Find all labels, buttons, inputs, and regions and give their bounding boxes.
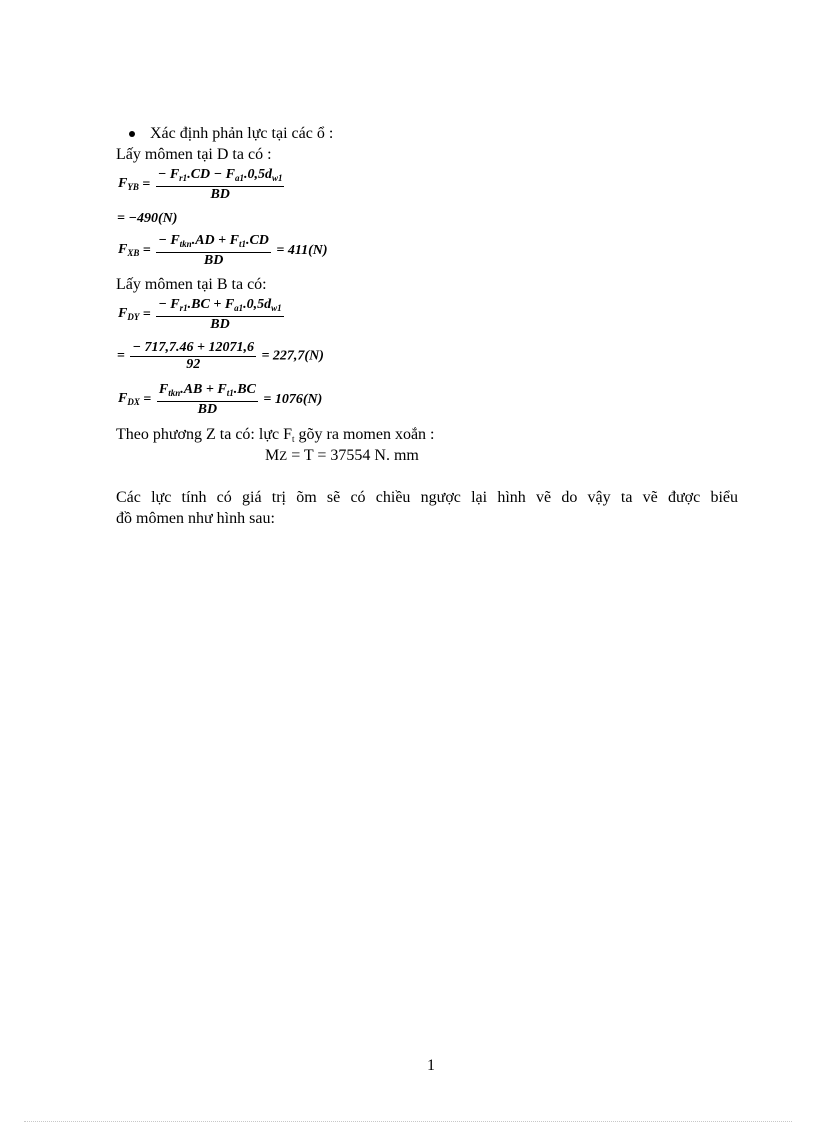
equation-fyb-result: = −490(N) <box>117 211 178 226</box>
equation-fdy: $F_{DY}$ = $\frac{- F_{r1}.BC + F_{a1}.0,5d_{w1}}{BD}$ <box>118 297 282 332</box>
page-bottom-divider <box>24 1121 792 1122</box>
equation-fyb: $F_{YB}$ = $\frac{- F_{r1}.CD - F_{a1}.0,5d_{w1}}{BD}$ <box>118 167 283 202</box>
paragraph-line-1: Các lực tính có giá trị õm sẽ có chiều ngược lại hình vẽ do vậy ta vẽ được biểu <box>116 489 738 506</box>
equation-fdx: $F_{DX}$ = $\frac{F_{tkn}.AB + F_{t1}.BC}{BD}$ = 1076(N) <box>118 382 323 417</box>
bullet-heading: Xác định phản lực tại các ổ : <box>150 125 334 142</box>
moment-d-intro: Lấy mômen tại D ta có : <box>116 146 272 163</box>
equation-fdy-numeric: = $\frac{- 717,7.46 + 12071,6}{92}$ = 227,7(N) <box>117 340 324 372</box>
page-number: 1 <box>427 1057 435 1074</box>
moment-b-intro: Lấy mômen tại B ta có: <box>116 276 267 293</box>
z-direction-text: Theo phương Z ta có: lực $F_t$ gõy ra momen xoắn : <box>116 426 435 444</box>
equation-fxb: $F_{XB}$ = $\frac{- F_{tkn}.AD + F_{t1}.CD}{BD}$ = 411(N) <box>118 233 328 268</box>
torque-value: MZ = T = 37554 N. mm <box>265 447 419 464</box>
bullet-icon <box>129 131 135 137</box>
paragraph-line-2: đồ mômen như hình sau: <box>116 510 275 527</box>
